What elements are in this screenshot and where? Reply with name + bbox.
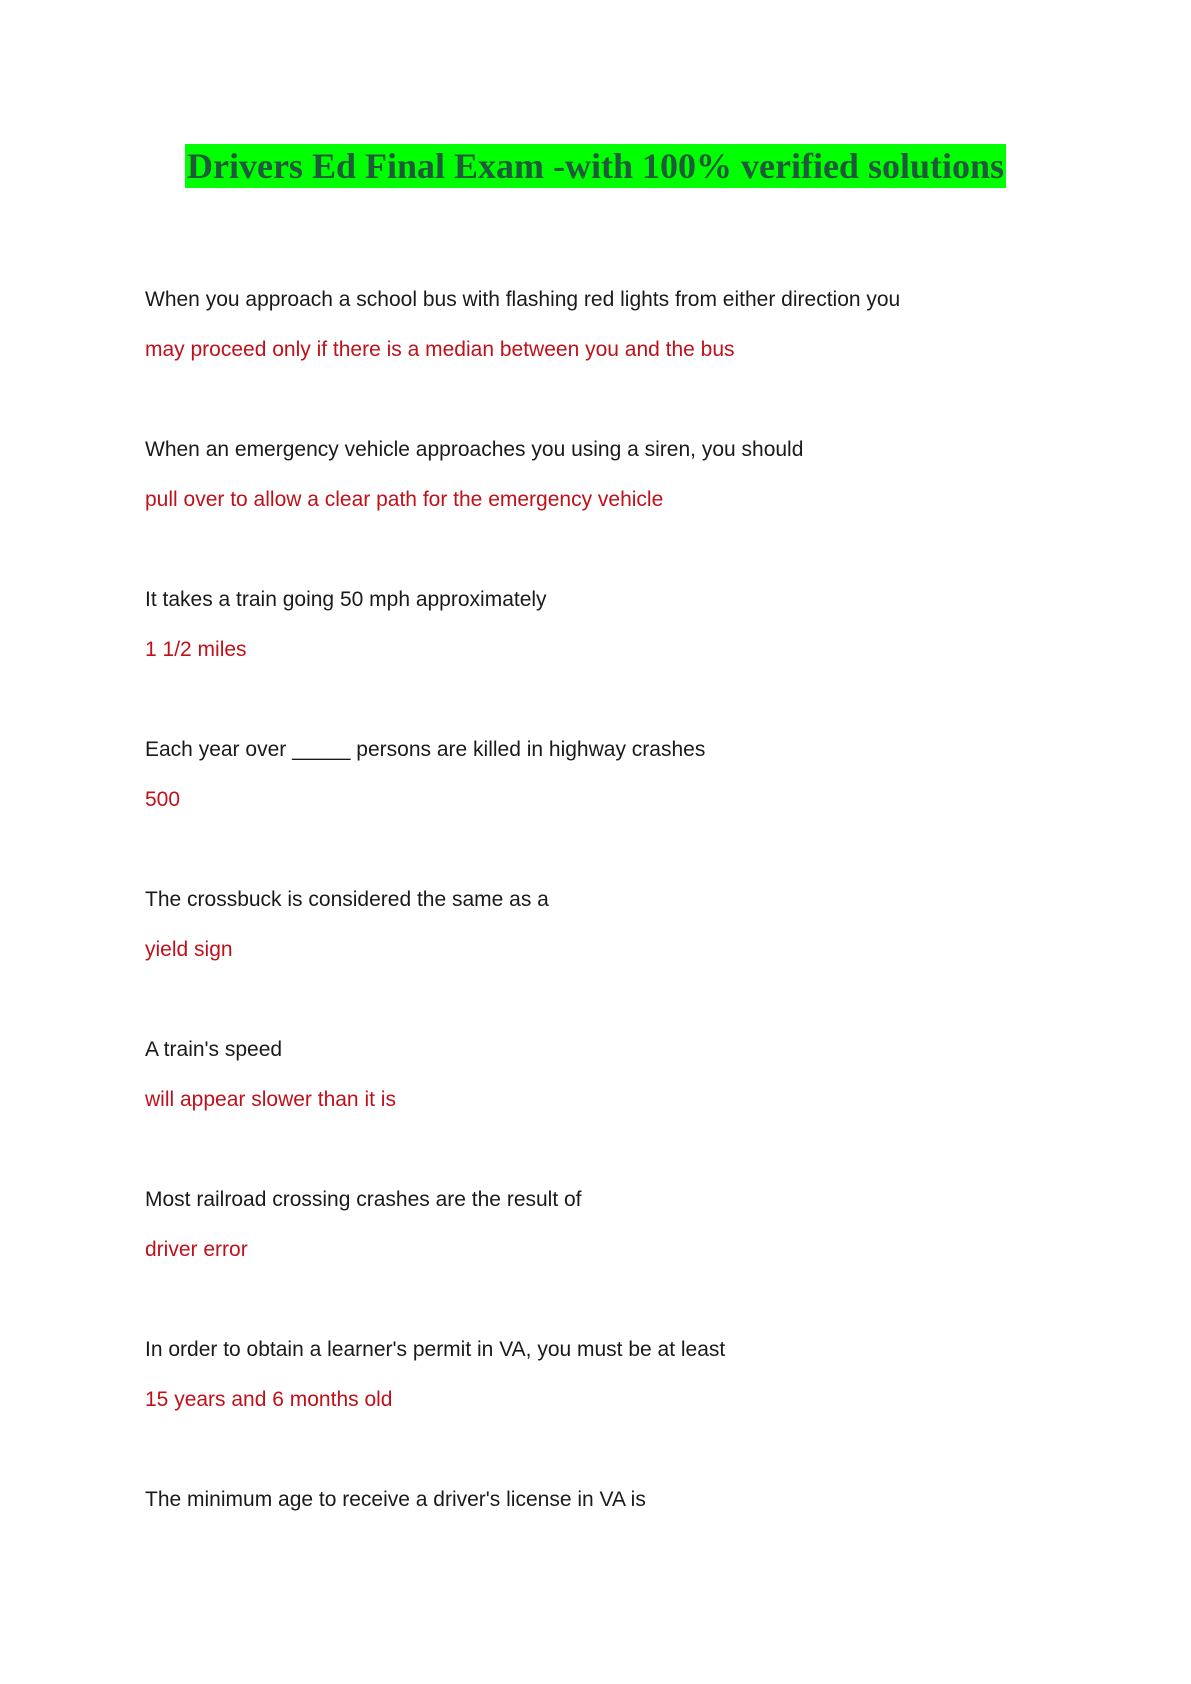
question-text: Most railroad crossing crashes are the result of <box>145 1188 582 1211</box>
question-text: When you approach a school bus with flashing red lights from either direction you <box>145 288 901 311</box>
qa-item <box>145 1486 1095 1636</box>
question-text: When an emergency vehicle approaches you using a siren, you should <box>145 438 804 461</box>
answer-text: yield sign <box>145 938 233 961</box>
qa-item <box>145 1186 1095 1336</box>
question-text: The minimum age to receive a driver's license in VA is <box>145 1488 646 1511</box>
qa-item <box>145 886 1095 1036</box>
title-container <box>0 144 1191 188</box>
document-title: Drivers Ed Final Exam -with 100% verified solutions <box>187 146 1004 186</box>
question-text: In order to obtain a learner's permit in VA, you must be at least <box>145 1338 726 1361</box>
answer-text: driver error <box>145 1238 248 1261</box>
question-text: Each year over _____ persons are killed in highway crashes <box>145 738 706 761</box>
answer-text: may proceed only if there is a median between you and the bus <box>145 338 735 361</box>
qa-item <box>145 286 1095 436</box>
qa-item <box>145 436 1095 586</box>
qa-list <box>145 286 1095 1636</box>
question-text: The crossbuck is considered the same as a <box>145 888 549 911</box>
question-text: A train's speed <box>145 1038 283 1061</box>
qa-item <box>145 1036 1095 1186</box>
answer-text: pull over to allow a clear path for the emergency vehicle <box>145 488 664 511</box>
qa-item <box>145 736 1095 886</box>
answer-text: 15 years and 6 months old <box>145 1388 393 1411</box>
answer-text: 1 1/2 miles <box>145 638 247 661</box>
qa-item <box>145 1336 1095 1486</box>
question-text: It takes a train going 50 mph approximately <box>145 588 547 611</box>
qa-item <box>145 586 1095 736</box>
answer-text: will appear slower than it is <box>145 1088 396 1111</box>
answer-text: 500 <box>145 788 181 811</box>
